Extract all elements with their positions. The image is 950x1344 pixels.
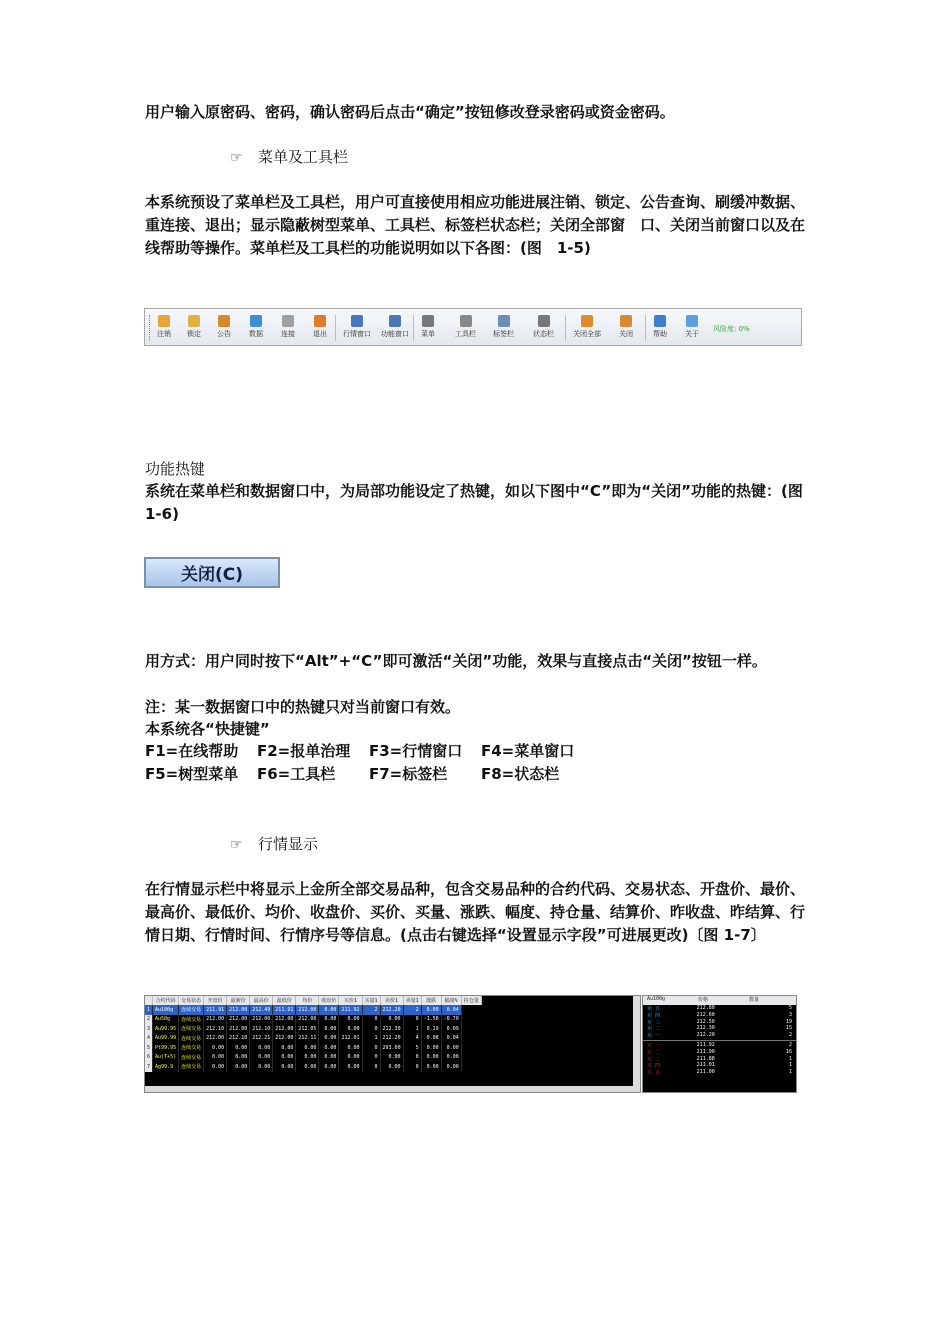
column-header[interactable]: 持仓量 — [461, 996, 481, 1005]
column-header[interactable]: 开盘价 — [204, 996, 227, 1005]
table-cell: 连续交易 — [179, 1034, 204, 1044]
paragraph-menu-desc: 本系统预设了菜单栏及工具栏，用户可直接使用相应功能进展注销、锁定、公告查询、刷缓冲数据、重连接、退出；显示隐蔽树型菜单、工具栏、标签栏状态栏；关闭全部窗 口、关闭当前窗口以及在线帮助等操作。菜单栏及工具栏的功能说明如以下各图：(图 1-5) — [145, 193, 806, 257]
column-header[interactable]: 卖价1 — [380, 996, 403, 1005]
toolbar-label: 行情窗口 — [343, 330, 371, 338]
table-cell: 212.10 — [227, 1034, 250, 1044]
table-cell: 0.00 — [319, 1034, 339, 1044]
toolbar-label: 功能窗口 — [381, 330, 409, 338]
table-cell: 连续交易 — [179, 1053, 204, 1063]
toolbar-label: 连接 — [281, 330, 295, 338]
depth-cell: 212.80 — [696, 1005, 715, 1011]
toolbar-button-1[interactable] — [187, 315, 201, 345]
toolbar-button-6[interactable] — [343, 315, 371, 345]
table-cell: 211.92 — [339, 1005, 362, 1015]
table-cell: 0.00 — [421, 1053, 441, 1063]
shortcut-key: F8=状态栏 — [481, 765, 560, 783]
table-cell: 0.00 — [339, 1015, 362, 1025]
table-cell: 5 — [403, 1043, 421, 1053]
column-header[interactable]: 最低价 — [273, 996, 296, 1005]
depth-row[interactable] — [643, 1069, 796, 1076]
column-header[interactable]: 合约代码 — [153, 996, 179, 1005]
table-cell: 0.00 — [319, 1062, 339, 1072]
depth-cell: 211.00 — [696, 1069, 715, 1076]
depth-cell: 卖 五 — [647, 1006, 661, 1012]
table-cell: 212.01 — [339, 1034, 362, 1044]
column-header[interactable]: 最新价 — [227, 996, 250, 1005]
table-cell: 0.00 — [339, 1062, 362, 1072]
column-header[interactable]: 买量1 — [362, 996, 380, 1005]
table-cell: 0.00 — [421, 1062, 441, 1072]
close-button-screenshot[interactable]: 关闭(C) — [144, 557, 280, 588]
depth-panel-screenshot — [642, 995, 797, 1093]
toolbar-button-9[interactable] — [455, 315, 476, 345]
toolbar-icon — [282, 315, 294, 327]
table-row[interactable] — [145, 1034, 481, 1044]
table-cell: 0 — [362, 1053, 380, 1063]
table-cell: 0.00 — [204, 1043, 227, 1053]
table-cell: 0.00 — [339, 1053, 362, 1063]
toolbar-label: 公告 — [217, 330, 231, 338]
depth-cell: 211.90 — [696, 1048, 715, 1055]
table-cell: 连续交易 — [179, 1024, 204, 1034]
table-cell: 211.91 — [273, 1005, 296, 1015]
table-cell: 212.00 — [273, 1015, 296, 1025]
toolbar-button-7[interactable] — [381, 315, 409, 345]
column-header[interactable]: 买价1 — [339, 996, 362, 1005]
table-cell: 0.09 — [441, 1024, 461, 1034]
table-cell: 212.10 — [250, 1024, 273, 1034]
depth-cell: 买 二 — [647, 1049, 661, 1056]
table-cell: 0.00 — [441, 1062, 461, 1072]
table-cell: 0.00 — [319, 1043, 339, 1053]
table-cell: 0.00 — [273, 1043, 296, 1053]
table-cell: 212.20 — [380, 1005, 403, 1015]
toolbar-label: 关闭全部 — [573, 330, 601, 338]
table-cell: 0.00 — [250, 1062, 273, 1072]
table-cell: 212.00 — [204, 1034, 227, 1044]
table-cell: Pt99.95 — [153, 1043, 179, 1053]
table-cell: 0.00 — [441, 1043, 461, 1053]
table-cell: 0 — [403, 1062, 421, 1072]
depth-cell: 212.50 — [696, 1018, 715, 1025]
table-cell: 0.00 — [339, 1043, 362, 1053]
depth-cell: 16 — [785, 1048, 793, 1055]
shortcut-key: F2=报单治理 — [257, 742, 351, 760]
toolbar-label: 关于 — [685, 330, 699, 338]
depth-cell: 买 三 — [647, 1056, 661, 1063]
table-cell: 0.00 — [250, 1053, 273, 1063]
depth-cell: 1 — [789, 1055, 793, 1062]
table-cell: Au50g — [153, 1015, 179, 1025]
shortcut-title: 本系统各“快捷键” — [145, 720, 270, 738]
depth-cell: 211.92 — [696, 1041, 715, 1048]
table-cell: 0.00 — [319, 1015, 339, 1025]
hotkey-title: 功能热键 — [145, 460, 206, 478]
toolbar-label: 数据 — [249, 330, 263, 338]
depth-cell: 1 — [789, 1062, 793, 1069]
column-header[interactable]: 幅度% — [441, 996, 461, 1005]
section-heading-menu-toolbar — [230, 146, 348, 167]
toolbar-button-14[interactable] — [653, 315, 667, 345]
table-cell: 212.00 — [250, 1015, 273, 1025]
toolbar-button-4[interactable] — [281, 315, 295, 345]
toolbar-label: 菜单 — [421, 330, 435, 338]
table-cell: 0.00 — [227, 1053, 250, 1063]
toolbar-label: 工具栏 — [455, 330, 476, 338]
toolbar-label: 关闭 — [619, 330, 633, 338]
table-cell: 0.00 — [227, 1062, 250, 1072]
table-cell: 2 — [145, 1015, 153, 1025]
column-header[interactable]: 涨跌 — [421, 996, 441, 1005]
toolbar-icon — [498, 315, 510, 327]
toolbar-button-5[interactable] — [313, 315, 327, 345]
table-cell: 3 — [145, 1024, 153, 1034]
depth-cell: 卖 一 — [647, 1033, 661, 1040]
table-cell: 0.00 — [339, 1024, 362, 1034]
table-cell: 0 — [362, 1015, 380, 1025]
depth-cell: 卖 四 — [647, 1012, 661, 1019]
depth-row[interactable] — [643, 1005, 796, 1012]
depth-row[interactable] — [643, 1019, 796, 1026]
shortcut-key: F6=工具栏 — [257, 765, 336, 783]
table-row[interactable] — [145, 1062, 481, 1072]
toolbar-icon — [314, 315, 326, 327]
table-row[interactable] — [145, 1015, 481, 1025]
vertical-scrollbar[interactable] — [633, 996, 640, 1092]
table-cell: 0.00 — [421, 1043, 441, 1053]
toolbar-button-8[interactable] — [421, 315, 435, 345]
toolbar-screenshot — [144, 308, 802, 346]
depth-row[interactable] — [643, 1049, 796, 1056]
depth-cell: 212.60 — [696, 1011, 715, 1018]
table-cell: 0.00 — [273, 1062, 296, 1072]
toolbar-icon — [218, 315, 230, 327]
depth-header-cell: 价格 — [698, 997, 709, 1003]
toolbar-button-15[interactable] — [685, 315, 699, 345]
paragraph-market-desc: 在行情显示栏中将显示上金所全部交易品种，包含交易品种的合约代码、交易状态、开盘价、最价、最高价、最低价、均价、收盘价、买价、买量、涨跌、幅度、持仓量、结算价、昨收盘、昨结算、行情日期、行情时间、行情序号等信息。(点击右键选择“设置显示字段”可进展更改)〔图 1-7〕 — [145, 880, 806, 944]
table-cell: 连续交易 — [179, 1062, 204, 1072]
table-cell: 0 — [362, 1062, 380, 1072]
depth-divider — [643, 1040, 796, 1041]
table-cell: 212.49 — [250, 1005, 273, 1015]
depth-cell: 19 — [785, 1018, 793, 1025]
hand-pointer-icon: ☞ — [230, 837, 243, 853]
table-cell: 0.00 — [296, 1062, 319, 1072]
table-cell: 212.00 — [296, 1005, 319, 1015]
note: 注：某一数据窗口中的热键只对当前窗口有效。 — [145, 698, 461, 716]
toolbar-icon — [250, 315, 262, 327]
toolbar-separator — [565, 315, 566, 341]
column-header[interactable] — [145, 996, 153, 1005]
depth-cell: 2 — [789, 1032, 793, 1039]
table-cell: 0.00 — [296, 1043, 319, 1053]
table-cell: 212.00 — [296, 1015, 319, 1025]
table-cell: 212.00 — [273, 1034, 296, 1044]
toolbar-icon — [351, 315, 363, 327]
table-cell: 0.00 — [296, 1053, 319, 1063]
table-row[interactable] — [145, 1024, 481, 1034]
table-cell: 4 — [403, 1034, 421, 1044]
column-header[interactable]: 均价 — [296, 996, 319, 1005]
shortcut-row-2 — [145, 763, 805, 786]
table-cell: 212.21 — [250, 1034, 273, 1044]
depth-cell: 卖 二 — [647, 1026, 661, 1033]
table-cell: 212.11 — [296, 1034, 319, 1044]
table-cell: Ag99.9 — [153, 1062, 179, 1072]
depth-cell: 买 五 — [647, 1070, 661, 1077]
toolbar-separator — [413, 315, 414, 341]
depth-row[interactable] — [643, 1025, 796, 1032]
depth-cell: 15 — [785, 1025, 793, 1032]
depth-header — [643, 996, 796, 1005]
table-cell: 0 — [403, 1015, 421, 1025]
toolbar-icon — [620, 315, 632, 327]
depth-cell: 买 一 — [647, 1042, 661, 1049]
shortcut-key: F1=在线帮助 — [145, 742, 239, 760]
table-cell: Au99.95 — [153, 1024, 179, 1034]
table-cell: Au(T+5) — [153, 1053, 179, 1063]
toolbar-label: 标签栏 — [493, 330, 514, 338]
table-cell: 连续交易 — [179, 1015, 204, 1025]
table-cell: 0 — [362, 1043, 380, 1053]
toolbar-icon — [654, 315, 666, 327]
table-cell: 212.10 — [204, 1024, 227, 1034]
market-table-screenshot — [144, 995, 641, 1093]
table-cell: 0.19 — [421, 1024, 441, 1034]
table-cell: 2 — [362, 1005, 380, 1015]
depth-header-cell: Au100g — [647, 996, 666, 1002]
depth-cell: 卖 三 — [647, 1019, 661, 1026]
depth-row[interactable] — [643, 1056, 796, 1063]
shortcut-key: F3=行情窗口 — [369, 742, 463, 760]
risk-indicator: 风险度: 0% — [713, 325, 750, 333]
toolbar-button-3[interactable] — [249, 315, 263, 345]
toolbar-button-10[interactable] — [493, 315, 514, 345]
toolbar-label: 状态栏 — [533, 330, 554, 338]
toolbar-icon — [389, 315, 401, 327]
table-cell: 0.00 — [319, 1053, 339, 1063]
table-cell: 212.30 — [380, 1024, 403, 1034]
table-cell: 0.00 — [380, 1053, 403, 1063]
table-row[interactable] — [145, 1043, 481, 1053]
table-cell: 212.20 — [380, 1034, 403, 1044]
toolbar-button-13[interactable] — [619, 315, 633, 345]
table-cell: 0 — [403, 1053, 421, 1063]
table-cell: 0.00 — [250, 1043, 273, 1053]
shortcut-key: F7=标签栏 — [369, 765, 448, 783]
toolbar-icon — [460, 315, 472, 327]
toolbar-button-0[interactable] — [157, 315, 171, 345]
toolbar-button-12[interactable] — [573, 315, 601, 345]
table-cell: 7 — [145, 1062, 153, 1072]
toolbar-icon — [686, 315, 698, 327]
paragraph-usage: 用方式：用户同时按下“Alt”+“C”即可激活“关闭”功能，效果与直接点击“关闭”按钮一样。 — [145, 652, 767, 670]
depth-row[interactable] — [643, 1032, 796, 1039]
toolbar-grip — [149, 315, 152, 341]
table-cell: 1 — [145, 1005, 153, 1015]
table-cell: 0.00 — [441, 1053, 461, 1063]
toolbar-button-11[interactable] — [533, 315, 554, 345]
table-row[interactable] — [145, 1053, 481, 1063]
column-header[interactable]: 收盘价 — [319, 996, 339, 1005]
toolbar-icon — [188, 315, 200, 327]
table-cell: 0.00 — [319, 1024, 339, 1034]
table-cell: 0 — [362, 1024, 380, 1034]
table-cell: 6 — [145, 1053, 153, 1063]
depth-cell: 211.01 — [696, 1062, 715, 1069]
table-cell: 0.00 — [273, 1053, 296, 1063]
toolbar-label: 注销 — [157, 330, 171, 338]
table-cell: -1.50 — [421, 1015, 441, 1025]
table-cell: 4 — [145, 1034, 153, 1044]
table-cell: 0.00 — [380, 1062, 403, 1072]
table-cell: 0.00 — [204, 1062, 227, 1072]
table-cell: 2 — [403, 1005, 421, 1015]
table-cell: Au99.99 — [153, 1034, 179, 1044]
section-title: 菜单及工具栏 — [258, 148, 349, 166]
column-header[interactable]: 最高价 — [250, 996, 273, 1005]
table-cell: 1 — [362, 1034, 380, 1044]
depth-cell: 212.30 — [696, 1025, 715, 1032]
paragraph-hotkey: 系统在菜单栏和数据窗口中，为局部功能设定了热键，如以下图中“C”即为“关闭”功能的热键：(图 1-6) — [145, 482, 818, 523]
section-heading-market — [230, 833, 318, 854]
table-cell: 212.00 — [273, 1024, 296, 1034]
table-row[interactable] — [145, 1005, 481, 1015]
table-cell: 0.00 — [204, 1053, 227, 1063]
shortcut-key: F5=树型菜单 — [145, 765, 239, 783]
table-cell: -0.70 — [441, 1015, 461, 1025]
table-cell: 0.08 — [421, 1034, 441, 1044]
market-table — [145, 996, 482, 1072]
column-header[interactable]: 交易状态 — [179, 996, 204, 1005]
depth-cell: 211.88 — [696, 1055, 715, 1062]
paragraph-password: 用户输入原密码、密码，确认密码后点击“确定”按钮修改登录密码或资金密码。 — [145, 103, 675, 121]
section-title: 行情显示 — [258, 835, 319, 853]
table-cell: 0.04 — [441, 1034, 461, 1044]
table-cell: 212.00 — [227, 1024, 250, 1034]
depth-cell: 买 四 — [647, 1063, 661, 1070]
table-cell: 211.91 — [204, 1005, 227, 1015]
column-header[interactable]: 卖量1 — [403, 996, 421, 1005]
table-cell: 0.09 — [421, 1005, 441, 1015]
toolbar-icon — [581, 315, 593, 327]
depth-cell: 5 — [789, 1005, 793, 1011]
depth-header-cell: 数量 — [749, 997, 760, 1003]
toolbar-label: 退出 — [313, 330, 327, 338]
shortcut-row-1 — [145, 740, 805, 763]
table-cell: 212.05 — [296, 1024, 319, 1034]
depth-row[interactable] — [643, 1062, 796, 1069]
depth-row[interactable] — [643, 1042, 796, 1049]
table-cell: 连续交易 — [179, 1043, 204, 1053]
toolbar-icon — [538, 315, 550, 327]
toolbar-icon — [158, 315, 170, 327]
table-cell: 212.00 — [227, 1005, 250, 1015]
toolbar-separator — [335, 315, 336, 341]
depth-cell: 3 — [789, 1011, 793, 1018]
depth-cell: 1 — [789, 1069, 793, 1076]
shortcut-key: F4=菜单窗口 — [481, 742, 575, 760]
horizontal-scrollbar[interactable] — [145, 1086, 640, 1092]
table-cell: 1 — [403, 1024, 421, 1034]
table-cell: 212.00 — [204, 1015, 227, 1025]
table-cell: 0.00 — [227, 1043, 250, 1053]
depth-cell: 212.20 — [696, 1032, 715, 1039]
hand-pointer-icon: ☞ — [230, 150, 243, 166]
table-cell: 5 — [145, 1043, 153, 1053]
toolbar-button-2[interactable] — [217, 315, 231, 345]
toolbar-label: 帮助 — [653, 330, 667, 338]
table-cell: 212.00 — [227, 1015, 250, 1025]
table-cell: 0.04 — [441, 1005, 461, 1015]
toolbar-icon — [422, 315, 434, 327]
depth-row[interactable] — [643, 1012, 796, 1019]
toolbar-separator — [645, 315, 646, 341]
toolbar-label: 锁定 — [187, 330, 201, 338]
table-cell: 293.00 — [380, 1043, 403, 1053]
table-cell: 0.00 — [380, 1015, 403, 1025]
table-cell: 连续交易 — [179, 1005, 204, 1015]
table-cell: Au100g — [153, 1005, 179, 1015]
table-cell: 0.00 — [319, 1005, 339, 1015]
depth-cell: 2 — [789, 1041, 793, 1048]
